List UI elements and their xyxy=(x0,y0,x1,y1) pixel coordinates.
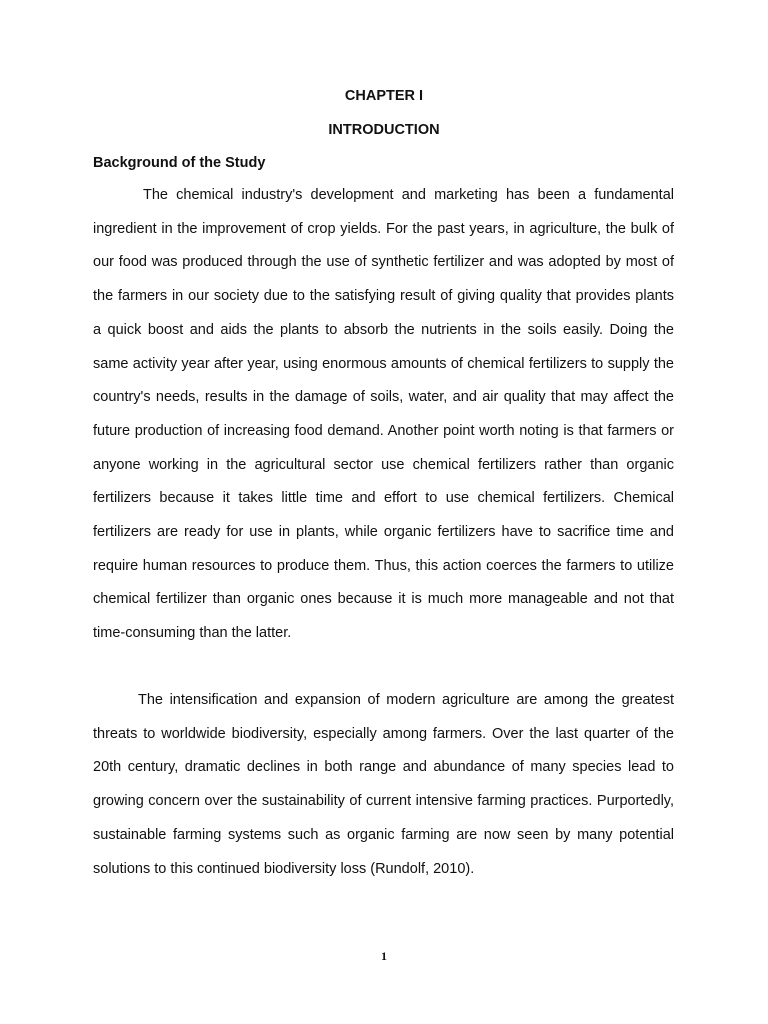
body-paragraph-1: The chemical industry's development and marketing has been a fundamental ingredient in the improvement of crop yields. For the past years, in agriculture, the bulk of our food was produced through the use of synthetic fertilizer and was adopted by most of the farmers in our society due to the satisfying result of giving quality that provides plants a quick boost and aids the plants to absorb the nutrients in the soils easily. Doing the same activity year after year, using enormous amounts of chemical fertilizers to supply the country's needs, results in the damage of soils, water, and air quality that may affect the future production of increasing food demand. Another point worth noting is that farmers or anyone working in the agricultural sector use chemical fertilizers rather than organic fertilizers because it takes little time and effort to use chemical fertilizers. Chemical fertilizers are ready for use in plants, while organic fertilizers have to sacrifice time and require human resources to produce them. Thus, this action coerces the farmers to utilize chemical fertilizer than organic ones because it is much more manageable and not that time-consuming than the latter. xyxy=(93,187,674,642)
section-heading: Background of the Study xyxy=(93,155,266,171)
page-number: 1 xyxy=(381,949,387,963)
chapter-title: INTRODUCTION xyxy=(328,122,440,138)
chapter-label: CHAPTER I xyxy=(344,88,424,104)
body-paragraph-2: The intensification and expansion of modern agriculture are among the greatest threats to worldwide biodiversity, especially among farmers. Over the last quarter of the 20th century, dramatic declines in both range and abundance of many species lead to growing concern over the sustainability of current intensive farming practices. Purportedly, sustainable farming systems such as organic farming are now seen by many potential solutions to this continued biodiversity loss (Rundolf, 2010). xyxy=(93,692,674,877)
